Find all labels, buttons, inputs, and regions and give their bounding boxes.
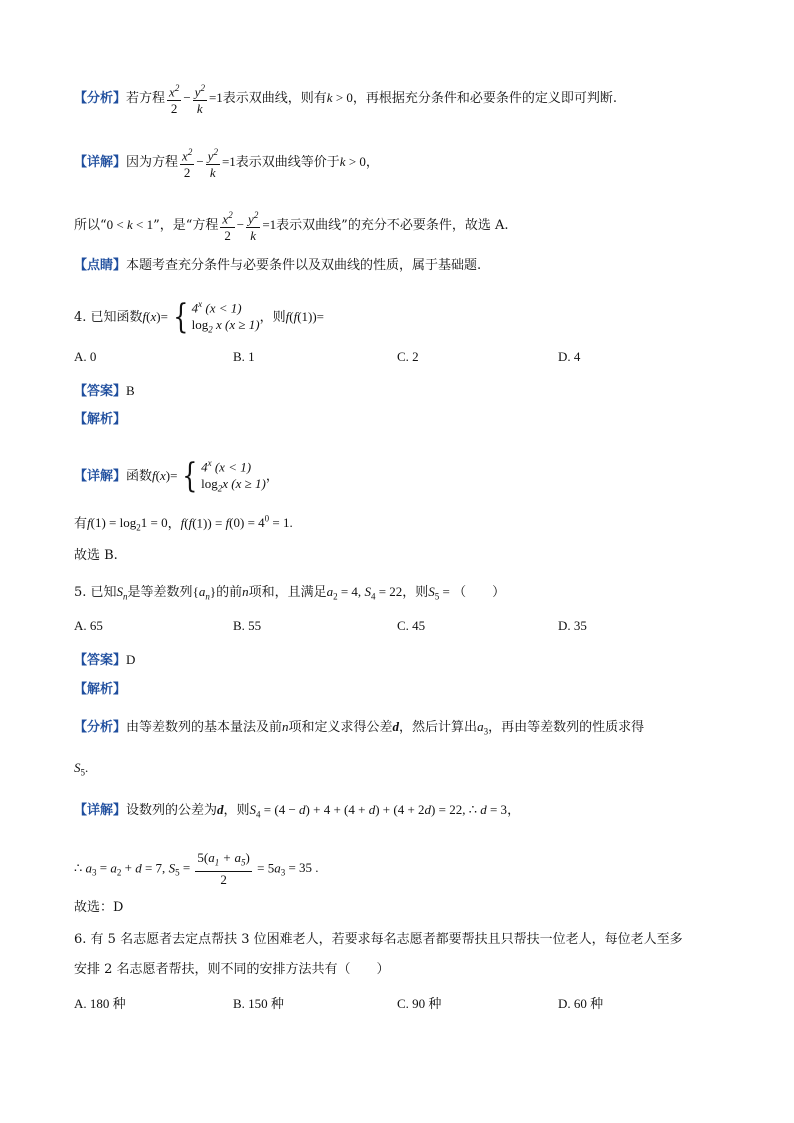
fraction: $\frac{x^2}{2}$ (167, 80, 181, 117)
q5-final: 故选：D (74, 900, 124, 915)
q4-work: 有$f(1) = \log_21 = 0$，$f(f(1)) = f(0) = 4^0 = 1$. (74, 514, 293, 533)
q4-explain: 【解析】 (74, 412, 127, 427)
q4-final: 故选 B. (74, 548, 118, 563)
detail-label: 【详解】 (74, 155, 127, 171)
q5-option-c[interactable]: C. 45 (397, 618, 426, 633)
q3-conclusion: 所以“0 < k < 1”，是“方程 $\frac{x^2}{2}$ − $\frac{y^2}{k}$ =1表示双曲线”的充分不必要条件，故选 A. (74, 207, 508, 244)
piecewise-cases: 4$^x$ (x < 1) $\log_2x$ (x ≥ 1) (201, 458, 266, 494)
q5-explain: 【解析】 (74, 682, 127, 697)
q5-option-b[interactable]: B. 55 (233, 618, 262, 633)
q4-answer: 【答案】B (74, 383, 135, 399)
q6-option-a[interactable]: A. 180 种 (74, 996, 126, 1011)
piecewise-cases: 4$^x$ (x < 1) $\log_2 x$ (x ≥ 1) (191, 299, 260, 335)
q6-option-d[interactable]: D. 60 种 (558, 996, 604, 1011)
fraction: $\frac{5(a_1 + a_5)}{2}$ (197, 850, 250, 887)
q5-analysis: 【分析】由等差数列的基本量法及前n项和定义求得公差d，然后计算出$a_3$，再由等差数列的性质求得 (74, 719, 645, 737)
q6-stem-line1: 6. 有 5 名志愿者去定点帮扶 3 位困难老人，若要求每名志愿者都要帮扶且只帮扶一位老人，每位老人至多 (74, 932, 683, 947)
fraction: $\frac{y^2}{k}$ (193, 80, 207, 117)
fraction: $\frac{x^2}{2}$ (180, 144, 194, 181)
q5-stem: 5. 已知$S_n$是等差数列$\{a_n\}$的前n项和，且满足$a_2 = 4$, $S_4 = 22$，则$S_5$ = （ ） (74, 584, 506, 602)
q3-analysis: 【分析】若方程 $\frac{x^2}{2}$ − $\frac{y^2}{k}$ =1表示双曲线，则有k > 0，再根据充分条件和必要条件的定义即可判断. (74, 80, 617, 117)
q4-stem: 4. 已知函数f(x)= { 4$^x$ (x < 1) $\log_2 x$ (x ≥ 1) ，则f(f(1))= (74, 297, 325, 338)
q4-option-c[interactable]: C. 2 (397, 349, 419, 364)
q4-option-a[interactable]: A. 0 (74, 349, 97, 364)
q6-stem-line2: 安排 2 名志愿者帮扶，则不同的安排方法共有（ ） (74, 962, 390, 977)
q5-work: ∴ $a_3 = a_2 + d = 7$, $S_5$ = $\frac{5(a_1 + a_5)}{2}$ = $5a_3 = 35$ . (74, 850, 319, 887)
q3-comment: 【点睛】本题考查充分条件与必要条件以及双曲线的性质，属于基础题. (74, 258, 482, 273)
q5-detail: 【详解】设数列的公差为d，则$S_4 = (4 - d) + 4 + (4 + d) + (4 + 2d) = 22$, ∴ d = 3， (74, 802, 521, 820)
q5-analysis-cont: $S_5$. (74, 760, 89, 778)
q3-detail: 【详解】因为方程 $\frac{x^2}{2}$ − $\frac{y^2}{k}$ =1表示双曲线等价于k > 0， (74, 144, 379, 181)
fraction: $\frac{y^2}{k}$ (246, 207, 260, 244)
q5-option-d[interactable]: D. 35 (558, 618, 587, 633)
q4-option-d[interactable]: D. 4 (558, 349, 581, 364)
analysis-label: 【分析】 (74, 91, 127, 107)
comment-label: 【点睛】 (74, 258, 127, 273)
q5-answer: 【答案】D (74, 652, 136, 668)
fraction: $\frac{x^2}{2}$ (220, 207, 234, 244)
q4-detail: 【详解】函数f(x)= { 4$^x$ (x < 1) $\log_2x$ (x ≥ 1) ， (74, 456, 279, 497)
q6-option-c[interactable]: C. 90 种 (397, 996, 442, 1011)
fraction: $\frac{y^2}{k}$ (206, 144, 220, 181)
q5-option-a[interactable]: A. 65 (74, 618, 103, 633)
q4-option-b[interactable]: B. 1 (233, 349, 255, 364)
q6-option-b[interactable]: B. 150 种 (233, 996, 284, 1011)
